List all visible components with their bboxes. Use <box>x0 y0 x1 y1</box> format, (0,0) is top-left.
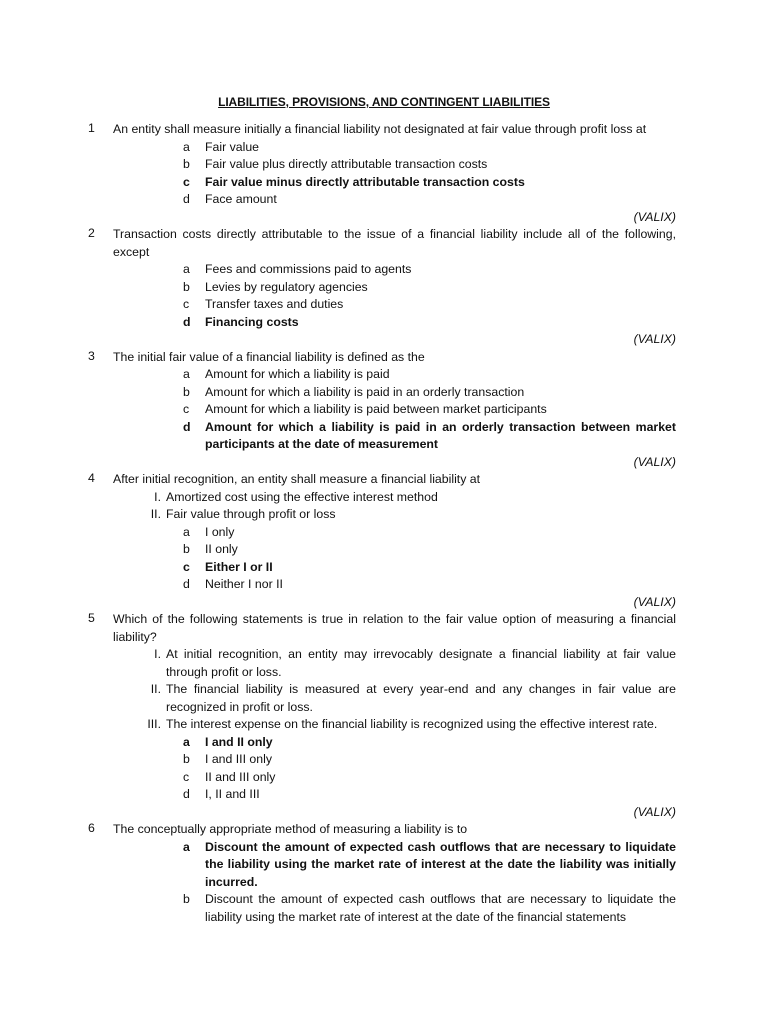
option-text: I only <box>205 524 235 539</box>
source-citation: (VALIX) <box>633 332 676 346</box>
statement-text: At initial recognition, an entity may irrevocably designate a financial liability at fair value through profit or loss. <box>166 647 676 679</box>
option-letter: c <box>183 559 190 574</box>
source-citation: (VALIX) <box>633 594 676 609</box>
statement-numeral: II. <box>150 682 161 696</box>
option-d-answer <box>113 314 676 332</box>
statement-numeral: I. <box>154 489 161 504</box>
option-letter: a <box>183 367 190 381</box>
option-text: Transfer taxes and duties <box>205 297 344 311</box>
option-letter: a <box>183 839 190 854</box>
question-number: 6 <box>88 821 95 835</box>
statement-iii <box>113 716 676 734</box>
statement-ii <box>113 506 676 524</box>
option-b <box>113 384 676 402</box>
source-citation: (VALIX) <box>633 804 676 819</box>
question-number: 3 <box>88 348 95 363</box>
statement-ii <box>113 681 676 716</box>
option-text: Amount for which a liability is paid in an orderly transaction <box>205 384 525 399</box>
question-6 <box>88 821 676 926</box>
statement-numeral: I. <box>154 647 161 661</box>
option-b <box>113 891 676 926</box>
option-letter: d <box>183 192 190 206</box>
option-text: Financing costs <box>205 314 299 329</box>
option-letter: d <box>183 419 191 434</box>
questions-list <box>88 121 676 926</box>
question-3 <box>88 349 676 472</box>
option-letter: b <box>183 279 190 294</box>
option-text: Amount for which a liability is paid <box>205 367 390 381</box>
option-letter: c <box>183 174 190 189</box>
option-letter: c <box>183 297 190 311</box>
statement-numeral: III. <box>147 717 161 731</box>
option-a <box>113 261 676 279</box>
question-5 <box>88 611 676 821</box>
statement-i <box>113 489 676 507</box>
source-citation: (VALIX) <box>633 209 676 224</box>
option-a <box>113 139 676 157</box>
question-4 <box>88 471 676 611</box>
option-c-answer <box>113 559 676 577</box>
option-letter: b <box>183 542 190 556</box>
option-a-answer <box>113 839 676 892</box>
statement-text: Amortized cost using the effective interest method <box>166 489 438 504</box>
option-text: I and III only <box>205 752 272 766</box>
option-letter: c <box>183 402 190 416</box>
question-number: 1 <box>88 121 95 135</box>
option-text: II only <box>205 542 238 556</box>
question-number: 4 <box>88 471 95 485</box>
statement-i <box>113 646 676 681</box>
question-number: 5 <box>88 611 95 625</box>
option-c <box>113 401 676 419</box>
option-a-answer <box>113 734 676 752</box>
document-title: LIABILITIES, PROVISIONS, AND CONTINGENT LIABILITIES <box>218 95 550 109</box>
option-letter: d <box>183 577 190 591</box>
option-text: Amount for which a liability is paid between market participants <box>205 402 547 416</box>
option-d <box>113 191 676 209</box>
question-2 <box>88 226 676 349</box>
question-text: Which of the following statements is true in relation to the fair value option of measuring a financial liability? <box>113 612 676 644</box>
option-letter: a <box>183 262 190 276</box>
statement-text: Fair value through profit or loss <box>166 507 336 521</box>
option-text: Fair value plus directly attributable transaction costs <box>205 157 488 171</box>
option-letter: b <box>183 892 190 906</box>
question-text: Transaction costs directly attributable to the issue of a financial liability include all of the following, except <box>113 227 676 259</box>
option-d-answer <box>113 419 676 454</box>
question-1 <box>88 121 676 226</box>
option-c <box>113 296 676 314</box>
statement-numeral: II. <box>150 507 161 521</box>
option-text: Fair value minus directly attributable transaction costs <box>205 174 525 189</box>
statement-text: The financial liability is measured at every year-end and any changes in fair value are recognized in profit or loss. <box>166 682 676 714</box>
question-text: An entity shall measure initially a financial liability not designated at fair value through profit loss at <box>113 122 647 136</box>
option-text: I, II and III <box>205 787 260 801</box>
option-text: Neither I nor II <box>205 577 283 591</box>
option-letter: d <box>183 787 190 801</box>
source-citation: (VALIX) <box>633 454 676 469</box>
question-number: 2 <box>88 226 95 240</box>
option-letter: b <box>183 752 190 766</box>
question-text: The conceptually appropriate method of measuring a liability is to <box>113 822 468 836</box>
option-text: I and II only <box>205 734 273 749</box>
option-letter: c <box>183 769 190 784</box>
question-text: After initial recognition, an entity shall measure a financial liability at <box>113 472 481 486</box>
option-c-answer <box>113 174 676 192</box>
option-text: II and III only <box>205 769 276 784</box>
option-letter: d <box>183 314 191 329</box>
option-letter: b <box>183 157 190 171</box>
option-letter: a <box>183 139 190 154</box>
option-text: Fair value <box>205 139 259 154</box>
option-text: Face amount <box>205 192 277 206</box>
option-text: Levies by regulatory agencies <box>205 279 368 294</box>
option-text: Either I or II <box>205 559 273 574</box>
option-text: Amount for which a liability is paid in an orderly transaction between market participants at the date of measurement <box>205 419 676 451</box>
option-b <box>113 751 676 769</box>
option-letter: a <box>183 524 190 539</box>
option-d <box>113 786 676 804</box>
option-letter: b <box>183 384 190 399</box>
option-a <box>113 366 676 384</box>
option-d <box>113 576 676 594</box>
option-b <box>113 541 676 559</box>
option-b <box>113 156 676 174</box>
statement-text: The interest expense on the financial liability is recognized using the effective interest rate. <box>166 717 658 731</box>
option-text: Fees and commissions paid to agents <box>205 262 412 276</box>
option-text: Discount the amount of expected cash outflows that are necessary to liquidate the liability using the market rate of interest at the date of the financial statements <box>205 892 676 924</box>
option-letter: a <box>183 734 190 749</box>
option-a <box>113 524 676 542</box>
question-text: The initial fair value of a financial liability is defined as the <box>113 349 425 364</box>
option-text: Discount the amount of expected cash outflows that are necessary to liquidate the liability using the market rate of interest at the date the liability was initially incurred. <box>205 839 676 889</box>
option-b <box>113 279 676 297</box>
option-c <box>113 769 676 787</box>
